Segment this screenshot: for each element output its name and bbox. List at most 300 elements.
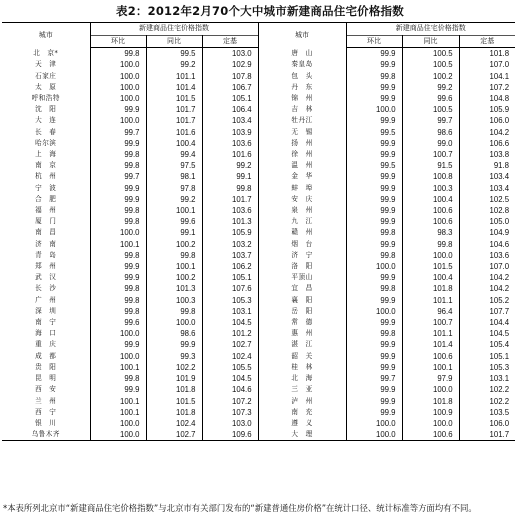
- right-yoy-cell: 97.9: [402, 373, 459, 384]
- right-yoy-cell: 100.5: [402, 104, 459, 115]
- left-mom-cell: 99.8: [90, 216, 146, 227]
- left-city-cell: 乌鲁木齐: [2, 429, 90, 441]
- left-base-cell: 99.1: [202, 171, 258, 182]
- table-row: [2, 71, 515, 82]
- right-base-cell: 101.8: [489, 49, 510, 59]
- right-yoy-cell: 100.0: [402, 250, 459, 261]
- right-city-cell: 襄 阳: [258, 295, 346, 306]
- left-mom-cell: 100.0: [90, 59, 146, 70]
- right-yoy-cell: 98.3: [402, 227, 459, 238]
- right-yoy-cell: 100.8: [402, 171, 459, 182]
- base-header-left: 定基: [202, 36, 258, 48]
- left-base-cell: 105.1: [202, 93, 258, 104]
- left-base-cell: 101.7: [202, 194, 258, 205]
- left-yoy-cell: 101.6: [146, 127, 202, 138]
- left-base-cell: 103.2: [202, 239, 258, 250]
- left-yoy-cell: 100.4: [146, 138, 202, 149]
- city-header-right: 城市: [258, 23, 346, 48]
- right-mom-cell: 99.9: [346, 149, 402, 160]
- left-mom-cell: 100.0: [90, 93, 146, 104]
- left-city-cell: 青 岛: [2, 250, 90, 261]
- right-base-cell: 103.6: [489, 250, 510, 260]
- left-yoy-cell: 100.2: [146, 272, 202, 283]
- right-yoy-cell: 100.7: [402, 149, 459, 160]
- left-city-cell: 兰 州: [2, 396, 90, 407]
- left-base-cell: 103.9: [202, 127, 258, 138]
- right-yoy-cell: 98.6: [402, 127, 459, 138]
- right-yoy-cell: 91.5: [402, 160, 459, 171]
- right-base-cell: 103.8: [489, 150, 510, 160]
- table-row: [2, 183, 515, 194]
- right-yoy-cell: 99.7: [402, 115, 459, 126]
- table-row: [2, 362, 515, 373]
- right-city-cell: 平顶山: [258, 272, 346, 283]
- table-row: [2, 59, 515, 70]
- left-mom-cell: 100.1: [90, 362, 146, 373]
- right-mom-cell: 99.9: [346, 59, 402, 70]
- right-city-cell: 蚌 埠: [258, 183, 346, 194]
- left-base-cell: 101.3: [202, 216, 258, 227]
- right-base-cell: 103.5: [489, 407, 510, 417]
- right-base-cell: 106.6: [489, 138, 510, 148]
- right-base-cell: 105.9: [489, 105, 510, 115]
- right-mom-cell: 99.9: [346, 205, 402, 216]
- left-yoy-cell: 99.4: [146, 149, 202, 160]
- right-city-cell: 包 头: [258, 71, 346, 82]
- left-base-cell: 101.2: [202, 328, 258, 339]
- right-city-cell: 烟 台: [258, 239, 346, 250]
- right-yoy-cell: 99.0: [402, 138, 459, 149]
- table-row: [2, 82, 515, 93]
- right-yoy-cell: 100.1: [402, 362, 459, 373]
- left-yoy-cell: 99.6: [146, 216, 202, 227]
- right-city-cell: 无 锡: [258, 127, 346, 138]
- table-row: [2, 328, 515, 339]
- left-mom-cell: 100.1: [90, 239, 146, 250]
- right-yoy-cell: 96.4: [402, 306, 459, 317]
- right-yoy-cell: 100.0: [402, 418, 459, 429]
- left-mom-cell: 99.7: [90, 127, 146, 138]
- left-yoy-cell: 101.3: [146, 283, 202, 294]
- right-city-cell: 桂 林: [258, 362, 346, 373]
- right-yoy-cell: 101.8: [402, 396, 459, 407]
- right-mom-cell: 99.9: [346, 82, 402, 93]
- right-mom-cell: 100.0: [346, 429, 402, 441]
- left-base-cell: 101.6: [202, 149, 258, 160]
- left-yoy-cell: 101.7: [146, 115, 202, 126]
- mom-header-right: 环比: [346, 36, 402, 48]
- right-yoy-cell: 101.5: [402, 261, 459, 272]
- left-city-cell: 成 都: [2, 351, 90, 362]
- right-base-cell: 91.8: [493, 161, 510, 171]
- footnote: *本表所列北京市“新建商品住宅价格指数”与北京市有关部门发布的“新建普通住房价格”在统计口径、统计标准等方面均有不同。: [3, 503, 477, 513]
- left-mom-cell: 100.0: [90, 429, 146, 441]
- left-city-cell: 合 肥: [2, 194, 90, 205]
- table-row: [2, 216, 515, 227]
- right-mom-cell: 99.9: [346, 351, 402, 362]
- left-yoy-cell: 99.5: [146, 48, 202, 60]
- right-base-cell: 104.1: [489, 71, 510, 81]
- right-mom-cell: 99.5: [346, 127, 402, 138]
- mom-header-left: 环比: [90, 36, 146, 48]
- right-city-cell: 岳 阳: [258, 306, 346, 317]
- left-mom-cell: 100.0: [90, 71, 146, 82]
- left-mom-cell: 99.8: [90, 149, 146, 160]
- left-base-cell: 103.0: [202, 418, 258, 429]
- right-yoy-cell: 101.1: [402, 295, 459, 306]
- city-header-left: 城市: [2, 23, 90, 48]
- left-city-cell: 长 沙: [2, 283, 90, 294]
- right-city-cell: 唐 山: [258, 48, 346, 60]
- right-city-cell: 温 州: [258, 160, 346, 171]
- left-yoy-cell: 101.8: [146, 407, 202, 418]
- left-mom-cell: 99.9: [90, 183, 146, 194]
- right-base-cell: 105.0: [489, 217, 510, 227]
- header-row-top: [2, 23, 515, 36]
- table-row: [2, 283, 515, 294]
- left-yoy-cell: 99.1: [146, 227, 202, 238]
- right-mom-cell: 99.9: [346, 407, 402, 418]
- left-city-cell: 郑 州: [2, 261, 90, 272]
- table-row: [2, 138, 515, 149]
- table-row: [2, 149, 515, 160]
- right-mom-cell: 99.9: [346, 396, 402, 407]
- left-city-cell: 南 宁: [2, 317, 90, 328]
- left-base-cell: 103.7: [202, 250, 258, 261]
- right-base-cell: 102.8: [489, 206, 510, 216]
- left-yoy-cell: 99.2: [146, 194, 202, 205]
- right-city-cell: 洛 阳: [258, 261, 346, 272]
- right-mom-cell: 99.9: [346, 216, 402, 227]
- table-row: [2, 407, 515, 418]
- right-city-cell: 遵 义: [258, 418, 346, 429]
- left-city-cell: 广 州: [2, 295, 90, 306]
- table-row: [2, 373, 515, 384]
- right-city-cell: 扬 州: [258, 138, 346, 149]
- right-yoy-cell: 99.8: [402, 239, 459, 250]
- left-base-cell: 99.8: [202, 183, 258, 194]
- right-city-cell: 泸 州: [258, 396, 346, 407]
- right-city-cell: 金 华: [258, 171, 346, 182]
- left-yoy-cell: 100.2: [146, 239, 202, 250]
- right-base-cell: 104.9: [489, 228, 510, 238]
- right-mom-cell: 99.9: [346, 384, 402, 395]
- right-yoy-cell: 99.6: [402, 93, 459, 104]
- left-base-cell: 103.6: [202, 205, 258, 216]
- left-base-cell: 103.1: [202, 306, 258, 317]
- right-yoy-cell: 101.1: [402, 328, 459, 339]
- right-base-cell: 104.2: [489, 284, 510, 294]
- left-mom-cell: 99.9: [90, 272, 146, 283]
- left-yoy-cell: 102.4: [146, 418, 202, 429]
- left-mom-cell: 99.9: [90, 138, 146, 149]
- left-yoy-cell: 101.5: [146, 396, 202, 407]
- right-city-cell: 大 理: [258, 429, 346, 441]
- left-base-cell: 106.7: [202, 82, 258, 93]
- left-base-cell: 105.3: [202, 295, 258, 306]
- left-base-cell: 104.5: [202, 317, 258, 328]
- base-header-right: 定基: [459, 36, 515, 48]
- right-base-cell: 103.4: [489, 172, 510, 182]
- left-mom-cell: 100.0: [90, 328, 146, 339]
- left-yoy-cell: 100.1: [146, 205, 202, 216]
- left-base-cell: 107.3: [202, 407, 258, 418]
- table-row: [2, 127, 515, 138]
- right-city-cell: 济 宁: [258, 250, 346, 261]
- left-mom-cell: 100.0: [90, 351, 146, 362]
- table-row: [2, 339, 515, 350]
- left-base-cell: 107.6: [202, 283, 258, 294]
- right-mom-cell: 99.8: [346, 227, 402, 238]
- left-yoy-cell: 102.2: [146, 362, 202, 373]
- left-city-cell: 长 春: [2, 127, 90, 138]
- table-row: [2, 351, 515, 362]
- left-city-cell: 海 口: [2, 328, 90, 339]
- left-yoy-cell: 99.8: [146, 250, 202, 261]
- right-base-cell: 104.2: [489, 127, 510, 137]
- left-city-cell: 天 津: [2, 59, 90, 70]
- right-mom-cell: 99.9: [346, 138, 402, 149]
- right-yoy-cell: 100.6: [402, 351, 459, 362]
- right-base-cell: 104.8: [489, 94, 510, 104]
- right-yoy-cell: 100.6: [402, 429, 459, 441]
- left-mom-cell: 99.9: [90, 261, 146, 272]
- right-mom-cell: 99.9: [346, 115, 402, 126]
- table-row: [2, 250, 515, 261]
- right-yoy-cell: 100.5: [402, 59, 459, 70]
- left-yoy-cell: 101.8: [146, 384, 202, 395]
- right-city-cell: 三 亚: [258, 384, 346, 395]
- right-city-cell: 锦 州: [258, 93, 346, 104]
- right-mom-cell: 99.7: [346, 373, 402, 384]
- right-base-cell: 107.0: [489, 60, 510, 70]
- left-mom-cell: 99.9: [90, 339, 146, 350]
- table-row: [2, 418, 515, 429]
- left-base-cell: 105.5: [202, 362, 258, 373]
- group-header-left: 新建商品住宅价格指数: [90, 23, 258, 36]
- left-mom-cell: 99.8: [90, 295, 146, 306]
- right-yoy-cell: 100.2: [402, 71, 459, 82]
- table-row: [2, 295, 515, 306]
- left-base-cell: 102.9: [202, 59, 258, 70]
- right-yoy-cell: 100.6: [402, 216, 459, 227]
- left-city-cell: 西 安: [2, 384, 90, 395]
- left-city-cell: 武 汉: [2, 272, 90, 283]
- left-yoy-cell: 99.2: [146, 59, 202, 70]
- left-mom-cell: 99.8: [90, 373, 146, 384]
- right-base-cell: 102.2: [489, 396, 510, 406]
- right-base-cell: 105.4: [489, 340, 510, 350]
- left-base-cell: 99.2: [202, 160, 258, 171]
- right-city-cell: 赣 州: [258, 227, 346, 238]
- left-yoy-cell: 100.3: [146, 295, 202, 306]
- table-row: [2, 227, 515, 238]
- left-base-cell: 105.9: [202, 227, 258, 238]
- right-city-cell: 九 江: [258, 216, 346, 227]
- table-row: [2, 93, 515, 104]
- right-base-cell: 106.0: [489, 116, 510, 126]
- right-base-cell: 107.2: [489, 82, 510, 92]
- right-yoy-cell: 101.4: [402, 339, 459, 350]
- left-city-cell: 南 昌: [2, 227, 90, 238]
- left-base-cell: 107.2: [202, 396, 258, 407]
- left-mom-cell: 99.9: [90, 194, 146, 205]
- right-base-cell: 107.7: [489, 306, 510, 316]
- left-yoy-cell: 102.7: [146, 429, 202, 441]
- right-mom-cell: 99.9: [346, 295, 402, 306]
- left-city-cell: 重 庆: [2, 339, 90, 350]
- right-city-cell: 安 庆: [258, 194, 346, 205]
- right-yoy-cell: 100.7: [402, 317, 459, 328]
- left-mom-cell: 99.8: [90, 48, 146, 60]
- group-header-right: 新建商品住宅价格指数: [346, 23, 515, 36]
- table-row: [2, 115, 515, 126]
- left-city-cell: 太 原: [2, 82, 90, 93]
- left-mom-cell: 99.9: [90, 384, 146, 395]
- left-city-cell: 沈 阳: [2, 104, 90, 115]
- left-base-cell: 109.6: [202, 429, 258, 441]
- right-city-cell: 韶 关: [258, 351, 346, 362]
- right-base-cell: 105.1: [489, 351, 510, 361]
- left-base-cell: 105.1: [202, 272, 258, 283]
- right-mom-cell: 100.0: [346, 418, 402, 429]
- right-base-cell: 106.0: [489, 418, 510, 428]
- right-mom-cell: 100.0: [346, 261, 402, 272]
- left-yoy-cell: 101.4: [146, 82, 202, 93]
- right-base-cell: 101.7: [459, 429, 515, 441]
- left-yoy-cell: 97.8: [146, 183, 202, 194]
- left-yoy-cell: 101.5: [146, 93, 202, 104]
- right-city-cell: 泉 州: [258, 205, 346, 216]
- right-mom-cell: 100.0: [346, 306, 402, 317]
- right-yoy-cell: 100.0: [402, 384, 459, 395]
- left-city-cell: 北 京*: [2, 48, 90, 60]
- left-yoy-cell: 101.9: [146, 373, 202, 384]
- left-base-cell: 103.0: [202, 48, 258, 60]
- right-city-cell: 秦皇岛: [258, 59, 346, 70]
- right-yoy-cell: 100.3: [402, 183, 459, 194]
- right-city-cell: 徐 州: [258, 149, 346, 160]
- left-city-cell: 大 连: [2, 115, 90, 126]
- right-city-cell: 丹 东: [258, 82, 346, 93]
- right-yoy-cell: 99.2: [402, 82, 459, 93]
- left-city-cell: 石家庄: [2, 71, 90, 82]
- table-row: [2, 272, 515, 283]
- right-yoy-cell: 100.4: [402, 272, 459, 283]
- right-mom-cell: 99.8: [346, 250, 402, 261]
- right-base-cell: 104.5: [489, 329, 510, 339]
- left-yoy-cell: 101.1: [146, 71, 202, 82]
- right-mom-cell: 99.5: [346, 160, 402, 171]
- left-city-cell: 南 京: [2, 160, 90, 171]
- right-yoy-cell: 100.9: [402, 407, 459, 418]
- left-city-cell: 深 圳: [2, 306, 90, 317]
- right-base-cell: 104.6: [489, 239, 510, 249]
- right-base-cell: 105.3: [489, 362, 510, 372]
- table-row: [2, 396, 515, 407]
- left-city-cell: 昆 明: [2, 373, 90, 384]
- left-city-cell: 呼和浩特: [2, 93, 90, 104]
- table-row: [2, 48, 515, 60]
- right-base-cell: 104.2: [489, 273, 510, 283]
- left-mom-cell: 100.0: [90, 82, 146, 93]
- right-city-cell: 惠 州: [258, 328, 346, 339]
- right-mom-cell: 99.9: [346, 272, 402, 283]
- right-mom-cell: 99.9: [346, 93, 402, 104]
- left-mom-cell: 99.7: [90, 171, 146, 182]
- left-mom-cell: 99.8: [90, 205, 146, 216]
- left-city-cell: 福 州: [2, 205, 90, 216]
- left-base-cell: 102.4: [202, 351, 258, 362]
- yoy-header-left: 同比: [146, 36, 202, 48]
- table-row: [2, 384, 515, 395]
- left-base-cell: 103.4: [202, 115, 258, 126]
- left-city-cell: 哈尔滨: [2, 138, 90, 149]
- table-row: [2, 205, 515, 216]
- right-mom-cell: 100.0: [346, 104, 402, 115]
- left-city-cell: 上 海: [2, 149, 90, 160]
- left-yoy-cell: 101.7: [146, 104, 202, 115]
- right-mom-cell: 99.9: [346, 317, 402, 328]
- left-mom-cell: 99.8: [90, 306, 146, 317]
- table-row: [2, 239, 515, 250]
- table-row: [2, 261, 515, 272]
- left-yoy-cell: 99.9: [146, 339, 202, 350]
- left-yoy-cell: 99.8: [146, 306, 202, 317]
- left-yoy-cell: 98.6: [146, 328, 202, 339]
- left-yoy-cell: 100.0: [146, 317, 202, 328]
- left-city-cell: 厦 门: [2, 216, 90, 227]
- right-city-cell: 湛 江: [258, 339, 346, 350]
- right-base-cell: 103.4: [489, 183, 510, 193]
- left-mom-cell: 99.9: [90, 104, 146, 115]
- left-city-cell: 西 宁: [2, 407, 90, 418]
- right-mom-cell: 99.9: [346, 339, 402, 350]
- right-mom-cell: 99.8: [346, 328, 402, 339]
- left-base-cell: 104.6: [202, 384, 258, 395]
- table-row: [2, 194, 515, 205]
- left-base-cell: 106.4: [202, 104, 258, 115]
- right-base-cell: 103.1: [489, 374, 510, 384]
- left-yoy-cell: 98.1: [146, 171, 202, 182]
- left-base-cell: 107.8: [202, 71, 258, 82]
- right-base-cell: 107.0: [489, 262, 510, 272]
- right-mom-cell: 99.9: [346, 194, 402, 205]
- left-mom-cell: 100.1: [90, 407, 146, 418]
- right-yoy-cell: 101.8: [402, 283, 459, 294]
- left-mom-cell: 100.0: [90, 418, 146, 429]
- right-yoy-cell: 100.4: [402, 194, 459, 205]
- price-index-table: [2, 22, 515, 441]
- right-yoy-cell: 100.5: [402, 48, 459, 60]
- table-row: [2, 429, 515, 441]
- table-row: [2, 160, 515, 171]
- right-mom-cell: 99.9: [346, 183, 402, 194]
- left-base-cell: 106.2: [202, 261, 258, 272]
- left-mom-cell: 100.0: [90, 115, 146, 126]
- table-row: [2, 317, 515, 328]
- left-city-cell: 杭 州: [2, 171, 90, 182]
- left-mom-cell: 99.8: [90, 283, 146, 294]
- right-city-cell: 南 充: [258, 407, 346, 418]
- right-mom-cell: 99.8: [346, 283, 402, 294]
- table-title: 表2：2012年2月70个大中城市新建商品住宅价格指数: [116, 4, 404, 18]
- right-city-cell: 牡丹江: [258, 115, 346, 126]
- left-base-cell: 103.6: [202, 138, 258, 149]
- left-base-cell: 102.7: [202, 339, 258, 350]
- right-mom-cell: 99.9: [346, 239, 402, 250]
- right-city-cell: 北 海: [258, 373, 346, 384]
